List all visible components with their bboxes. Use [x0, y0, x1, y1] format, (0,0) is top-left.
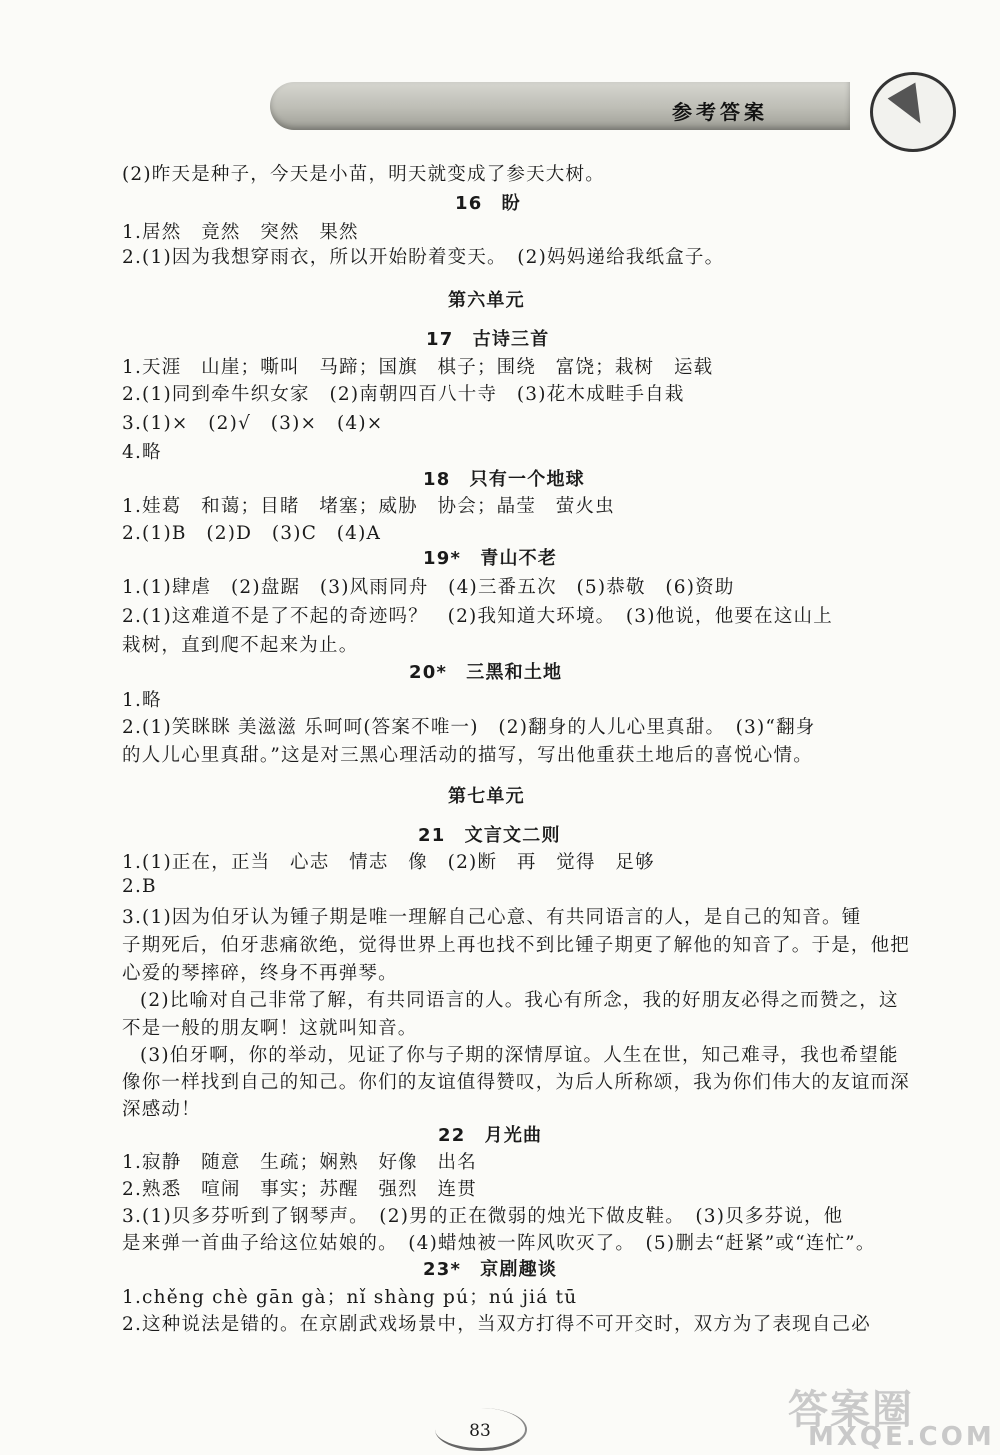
answer-line: 栽树，直到爬不起来为止。 — [122, 635, 359, 656]
answer-line: (3)伯牙啊，你的举动，见证了你与子期的深情厚谊。人生在世，知己难寻，我也希望能 — [140, 1045, 899, 1066]
answer-line: 4.略 — [122, 442, 162, 463]
answer-line: 2.(1)B (2)D (3)C (4)A — [122, 523, 382, 544]
section-heading: 23* 京剧趣谈 — [423, 1259, 558, 1280]
answer-line: 是来弹一首曲子给这位姑娘的。 (4)蜡烛被一阵风吹灭了。 (5)删去“赶紧”或“连忙”。 — [122, 1233, 876, 1254]
answer-line: 2.(1)因为我想穿雨衣，所以开始盼着变天。 (2)妈妈递给我纸盒子。 — [122, 247, 725, 268]
watermark-url: MXQE.COM — [808, 1422, 995, 1452]
section-heading: 16 盼 — [455, 193, 521, 214]
section-heading: 21 文言文二则 — [418, 825, 561, 846]
answer-line: 子期死后，伯牙悲痛欲绝，觉得世界上再也找不到比锺子期更了解他的知音了。于是，他把 — [122, 935, 911, 956]
answer-line: 3.(1)因为伯牙认为锺子期是唯一理解自己心意、有共同语言的人，是自己的知音。锺 — [122, 907, 862, 928]
answer-line: 1.天涯 山崖；嘶叫 马蹄；国旗 棋子；围绕 富饶；栽树 运载 — [122, 357, 714, 378]
header-title: 参考答案 — [672, 100, 768, 124]
answer-line: 1.(1)正在，正当 心志 情志 像 (2)断 再 觉得 足够 — [122, 852, 655, 873]
unit-heading: 第六单元 — [448, 290, 525, 311]
answer-line: 1.chěng chè gān gà；nǐ shàng pú；nú jiá tū — [122, 1287, 578, 1308]
answer-line: (2)昨天是种子，今天是小苗，明天就变成了参天大树。 — [122, 164, 605, 185]
answer-line: 2.(1)笑眯眯 美滋滋 乐呵呵(答案不唯一) (2)翻身的人儿心里真甜。 (3)“翻身 — [122, 717, 816, 738]
watermark — [788, 1378, 995, 1452]
answer-line: 1.略 — [122, 690, 162, 711]
answer-line: 心爱的琴摔碎，终身不再弹琴。 — [122, 963, 398, 984]
answer-line: 2.B — [122, 876, 157, 897]
answer-line: 不是一般的朋友啊！这就叫知音。 — [122, 1018, 418, 1039]
section-heading: 22 月光曲 — [438, 1125, 543, 1146]
answer-line: 1.(1)肆虐 (2)盘踞 (3)风雨同舟 (4)三番五次 (5)恭敬 (6)资助 — [122, 577, 735, 598]
section-heading: 19* 青山不老 — [423, 548, 558, 569]
answer-line: 3.(1)× (2)√ (3)× (4)× — [122, 413, 384, 434]
answer-line: 2.(1)这难道不是了不起的奇迹吗？ (2)我知道大环境。 (3)他说，他要在这山上 — [122, 606, 833, 627]
section-heading: 18 只有一个地球 — [423, 469, 585, 490]
answer-line: 深感动！ — [122, 1099, 201, 1120]
unit-heading: 第七单元 — [448, 786, 525, 807]
answer-line: 的人儿心里真甜。”这是对三黑心理活动的描写，写出他重获土地后的喜悦心情。 — [122, 745, 813, 766]
page-number: 83 — [469, 1421, 491, 1441]
answer-line: 2.这种说法是错的。在京剧武戏场景中，当双方打得不可开交时，双方为了表现自己必 — [122, 1314, 871, 1335]
answer-line: 2.熟悉 喧闹 事实；苏醒 强烈 连贯 — [122, 1179, 477, 1200]
answer-line: 1.居然 竟然 突然 果然 — [122, 222, 359, 243]
answer-line: 3.(1)贝多芬听到了钢琴声。 (2)男的正在微弱的烛光下做皮鞋。 (3)贝多芬说，他 — [122, 1206, 844, 1227]
answer-line: 像你一样找到自己的知己。你们的友谊值得赞叹，为后人所称颂，我为你们伟大的友谊而深 — [122, 1072, 911, 1093]
answer-line: (2)比喻对自己非常了解，有共同语言的人。我心有所念，我的好朋友必得之而赞之，这 — [140, 990, 899, 1011]
answer-line: 2.(1)同到牵牛织女家 (2)南朝四百八十寺 (3)花木成畦手自栽 — [122, 384, 685, 405]
watermark-logo-text: 答案圈 — [788, 1387, 914, 1433]
section-heading: 17 古诗三首 — [426, 329, 550, 350]
section-heading: 20* 三黑和土地 — [409, 662, 563, 683]
answer-line: 1.娃葛 和蔼；目睹 堵塞；威胁 协会；晶莹 萤火虫 — [122, 496, 615, 517]
answer-line: 1.寂静 随意 生疏；娴熟 好像 出名 — [122, 1152, 477, 1173]
